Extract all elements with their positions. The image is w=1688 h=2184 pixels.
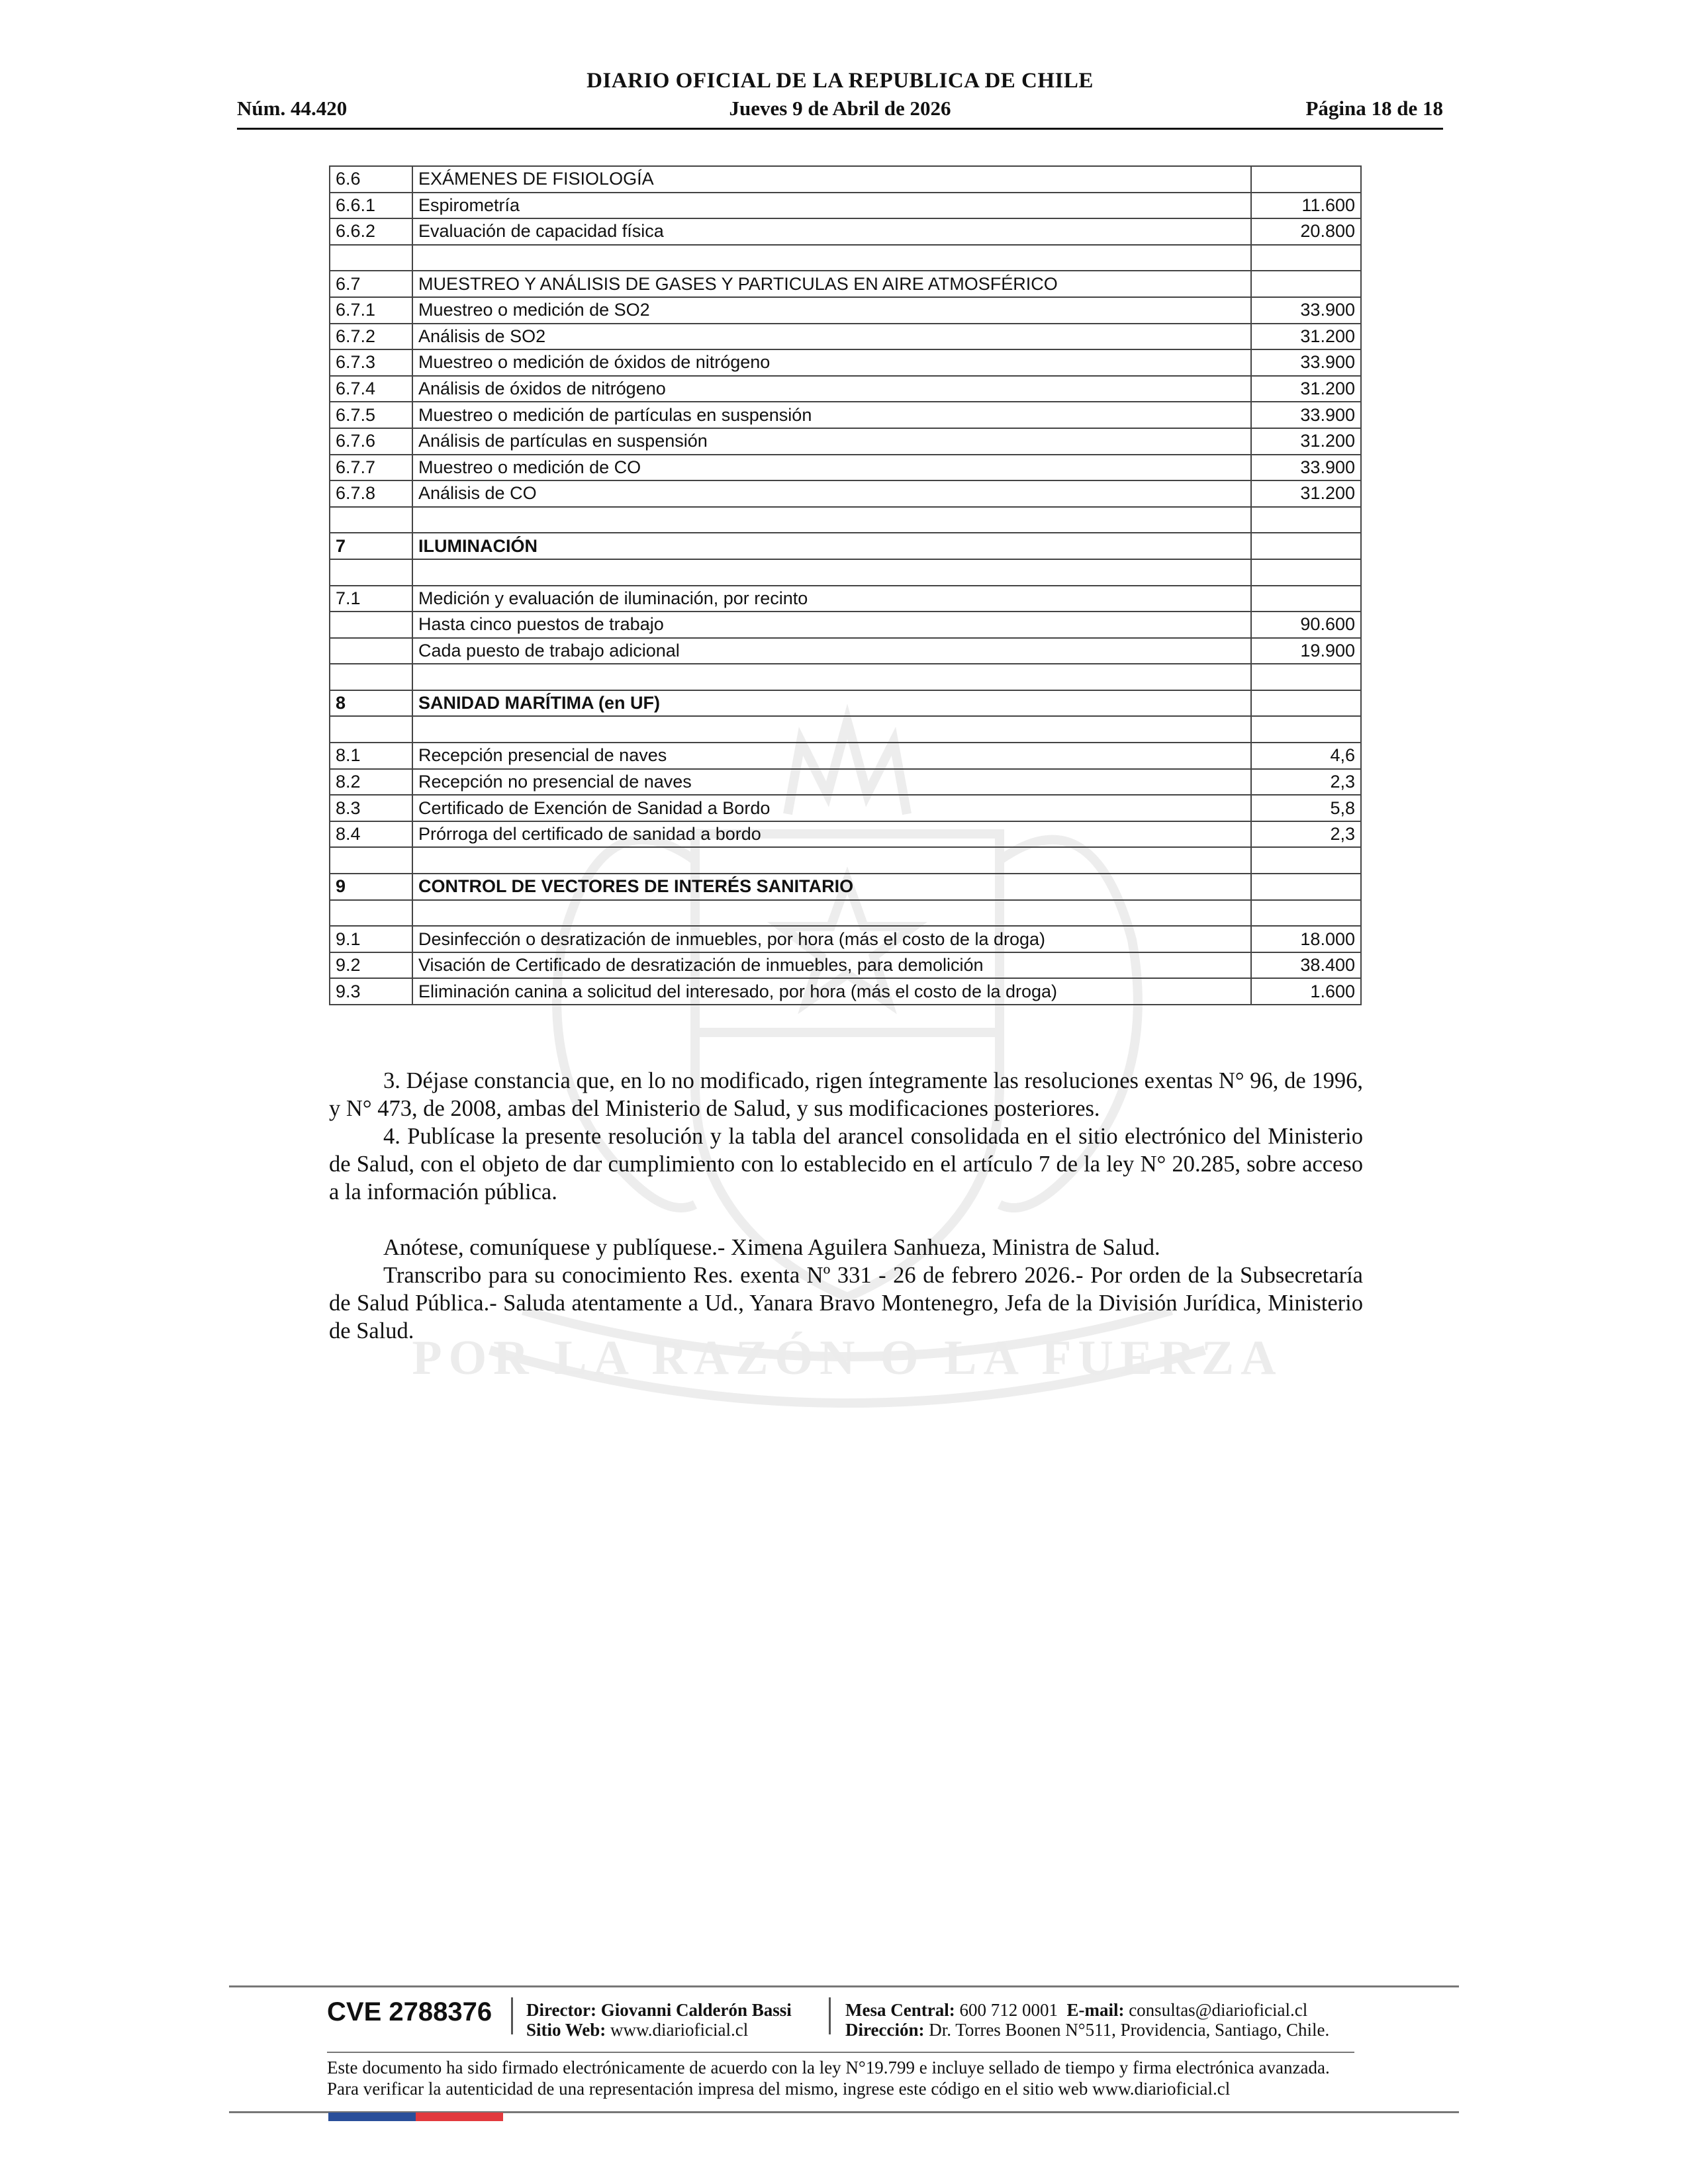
item-description: Eliminación canina a solicitud del interesado, por hora (más el costo de la droga): [412, 978, 1251, 1005]
item-description: Medición y evaluación de iluminación, por recinto: [412, 586, 1251, 612]
table-row: [330, 245, 1361, 271]
item-description: ILUMINACIÓN: [412, 533, 1251, 559]
flag-bar-blue: [328, 2113, 416, 2121]
item-code: 6.6: [330, 166, 412, 193]
item-value: 2,3: [1251, 821, 1361, 848]
table-row: [330, 559, 1361, 586]
item-value: [1251, 533, 1361, 559]
item-value: 33.900: [1251, 297, 1361, 324]
footer-contact-block: [845, 2000, 1329, 2040]
item-value: [1251, 559, 1361, 586]
item-code: [330, 612, 412, 638]
table-row: [330, 900, 1361, 927]
table-row: [330, 166, 1361, 193]
item-description: Recepción no presencial de naves: [412, 769, 1251, 796]
item-code: 9.2: [330, 952, 412, 979]
table-row: [330, 218, 1361, 245]
newspaper-title: DIARIO OFICIAL DE LA REPUBLICA DE CHILE: [586, 69, 1094, 93]
site-link[interactable]: www.diarioficial.cl: [610, 2020, 749, 2040]
item-description: [412, 559, 1251, 586]
item-description: Espirometría: [412, 193, 1251, 219]
item-description: EXÁMENES DE FISIOLOGÍA: [412, 166, 1251, 193]
table-row: [330, 821, 1361, 848]
header-meta-row: [237, 97, 1443, 123]
item-code: 9.1: [330, 926, 412, 952]
item-value: 33.900: [1251, 402, 1361, 428]
item-description: [412, 664, 1251, 690]
address-value: Dr. Torres Boonen N°511, Providencia, Santiago, Chile.: [929, 2020, 1330, 2040]
item-code: 7: [330, 533, 412, 559]
item-value: 33.900: [1251, 349, 1361, 376]
table-row: [330, 638, 1361, 664]
item-description: Hasta cinco puestos de trabajo: [412, 612, 1251, 638]
item-description: Visación de Certificado de desratización de inmuebles, para demolición: [412, 952, 1251, 979]
item-code: [330, 559, 412, 586]
table-row: [330, 769, 1361, 796]
table-row: [330, 690, 1361, 717]
item-value: 2,3: [1251, 769, 1361, 796]
page-header: [237, 69, 1443, 135]
item-description: Análisis de partículas en suspensión: [412, 428, 1251, 455]
item-code: [330, 716, 412, 743]
table-row: [330, 847, 1361, 874]
table-row: [330, 612, 1361, 638]
cve-code: CVE 2788376: [327, 1997, 492, 2026]
footer-separator: [511, 1997, 513, 2034]
table-row: [330, 533, 1361, 559]
table-row: [330, 874, 1361, 900]
item-description: [412, 716, 1251, 743]
page-indicator: Página 18 de 18: [1305, 97, 1443, 120]
item-code: 9: [330, 874, 412, 900]
item-value: [1251, 245, 1361, 271]
email-link[interactable]: consultas@diarioficial.cl: [1129, 2000, 1308, 2020]
item-value: 4,6: [1251, 743, 1361, 769]
table-row: [330, 716, 1361, 743]
item-value: [1251, 586, 1361, 612]
table-row: [330, 952, 1361, 979]
site-label: Sitio Web:: [526, 2020, 606, 2040]
table-row: [330, 743, 1361, 769]
item-description: Desinfección o desratización de inmuebles, por hora (más el costo de la droga): [412, 926, 1251, 952]
item-description: Recepción presencial de naves: [412, 743, 1251, 769]
item-description: Prórroga del certificado de sanidad a bordo: [412, 821, 1251, 848]
item-value: 31.200: [1251, 376, 1361, 402]
item-code: 8.1: [330, 743, 412, 769]
item-code: 8: [330, 690, 412, 717]
item-description: Certificado de Exención de Sanidad a Bordo: [412, 795, 1251, 821]
item-value: 20.800: [1251, 218, 1361, 245]
item-description: Muestreo o medición de óxidos de nitrógeno: [412, 349, 1251, 376]
item-code: 6.7.1: [330, 297, 412, 324]
item-description: Muestreo o medición de SO2: [412, 297, 1251, 324]
item-description: [412, 900, 1251, 927]
item-code: 6.7.7: [330, 455, 412, 481]
closing-paragraph: Anótese, comuníquese y publíquese.- Ximena Aguilera Sanhueza, Ministra de Salud.: [383, 1235, 1160, 1260]
footer-divider-mid: [327, 2052, 1354, 2053]
item-value: [1251, 664, 1361, 690]
item-code: [330, 847, 412, 874]
item-description: Análisis de CO: [412, 480, 1251, 507]
item-value: [1251, 507, 1361, 533]
item-code: 6.7.2: [330, 324, 412, 350]
item-value: 90.600: [1251, 612, 1361, 638]
item-code: 9.3: [330, 978, 412, 1005]
item-description: CONTROL DE VECTORES DE INTERÉS SANITARIO: [412, 874, 1251, 900]
address-label: Dirección:: [845, 2020, 925, 2040]
item-description: Análisis de óxidos de nitrógeno: [412, 376, 1251, 402]
phone-label: Mesa Central:: [845, 2000, 955, 2020]
item-value: 33.900: [1251, 455, 1361, 481]
item-value: [1251, 271, 1361, 297]
footer-director-block: [526, 2000, 792, 2040]
item-value: [1251, 874, 1361, 900]
item-code: 6.6.2: [330, 218, 412, 245]
item-code: 8.2: [330, 769, 412, 796]
item-code: [330, 900, 412, 927]
table-row: [330, 402, 1361, 428]
table-row: [330, 193, 1361, 219]
email-label: E-mail:: [1066, 2000, 1125, 2020]
item-value: [1251, 716, 1361, 743]
item-code: 6.7.5: [330, 402, 412, 428]
item-code: 6.7.6: [330, 428, 412, 455]
paragraph-3: 3. Déjase constancia que, en lo no modificado, rigen íntegramente las resoluciones exentas N° 96, de 1996, y N° 473, de 2008, ambas del Ministerio de Salud, y sus modificaciones posteriores.: [329, 1068, 1363, 1121]
table-row: [330, 428, 1361, 455]
director-label: Director:: [526, 2000, 596, 2020]
table-row: [330, 664, 1361, 690]
footer-separator: [829, 1997, 831, 2034]
item-value: 31.200: [1251, 428, 1361, 455]
table-row: [330, 926, 1361, 952]
item-value: [1251, 690, 1361, 717]
item-value: 31.200: [1251, 324, 1361, 350]
item-code: [330, 507, 412, 533]
item-description: Análisis de SO2: [412, 324, 1251, 350]
issue-date: Jueves 9 de Abril de 2026: [729, 97, 951, 120]
item-description: SANIDAD MARÍTIMA (en UF): [412, 690, 1251, 717]
item-value: [1251, 900, 1361, 927]
table-row: [330, 324, 1361, 350]
table-row: [330, 271, 1361, 297]
item-description: [412, 245, 1251, 271]
item-description: [412, 847, 1251, 874]
item-code: 6.7.3: [330, 349, 412, 376]
item-code: 6.7: [330, 271, 412, 297]
item-description: MUESTREO Y ANÁLISIS DE GASES Y PARTICULAS EN AIRE ATMOSFÉRICO: [412, 271, 1251, 297]
item-code: [330, 245, 412, 271]
table-row: [330, 297, 1361, 324]
item-description: Evaluación de capacidad física: [412, 218, 1251, 245]
legal-notice: Este documento ha sido firmado electrónicamente de acuerdo con la ley N°19.799 e incluye sellado de tiempo y firma electrónica avanzada. Para verificar la autenticidad de una representación impresa del mismo, ingrese este código en el sitio web www.diarioficial.cl: [327, 2058, 1330, 2099]
phone-value: 600 712 0001: [959, 2000, 1058, 2020]
item-value: [1251, 847, 1361, 874]
item-code: 7.1: [330, 586, 412, 612]
issue-number: Núm. 44.420: [237, 97, 348, 120]
watermark-motto: POR LA RAZÓN O LA FUERZA: [412, 1331, 1283, 1385]
item-value: 19.900: [1251, 638, 1361, 664]
tariff-table: [329, 165, 1362, 1005]
table-row: [330, 480, 1361, 507]
table-row: [330, 349, 1361, 376]
table-row: [330, 376, 1361, 402]
resolution-body: [329, 1067, 1363, 1345]
item-code: 6.7.8: [330, 480, 412, 507]
table-row: [330, 978, 1361, 1005]
item-code: 8.3: [330, 795, 412, 821]
item-code: 8.4: [330, 821, 412, 848]
table-row: [330, 507, 1361, 533]
item-code: [330, 664, 412, 690]
item-description: Cada puesto de trabajo adicional: [412, 638, 1251, 664]
item-value: [1251, 166, 1361, 193]
item-code: [330, 638, 412, 664]
item-description: [412, 507, 1251, 533]
table-row: [330, 586, 1361, 612]
flag-bar-red: [416, 2113, 503, 2121]
item-code: 6.7.4: [330, 376, 412, 402]
item-code: 6.6.1: [330, 193, 412, 219]
director-value: Giovanni Calderón Bassi: [600, 2000, 792, 2020]
table-row: [330, 455, 1361, 481]
footer-divider-top: [229, 1985, 1459, 1987]
item-value: 11.600: [1251, 193, 1361, 219]
item-value: 31.200: [1251, 480, 1361, 507]
item-value: 18.000: [1251, 926, 1361, 952]
paragraph-4: 4. Publícase la presente resolución y la tabla del arancel consolidada en el sitio electrónico del Ministerio de Salud, con el objeto de dar cumplimiento con lo establecido en el artículo 7 de la ley N° 20.285, sobre acceso a la información pública.: [329, 1124, 1363, 1205]
header-divider: [237, 128, 1443, 130]
item-description: Muestreo o medición de CO: [412, 455, 1251, 481]
item-value: 5,8: [1251, 795, 1361, 821]
item-value: 1.600: [1251, 978, 1361, 1005]
table-row: [330, 795, 1361, 821]
item-value: 38.400: [1251, 952, 1361, 979]
transcription-paragraph: Transcribo para su conocimiento Res. exenta Nº 331 - 26 de febrero 2026.- Por orden de la Subsecretaría de Salud Pública.- Saluda atentamente a Ud., Yanara Bravo Montenegro, Jefa de la División Jurídica, Ministerio de Salud.: [329, 1263, 1363, 1343]
item-description: Muestreo o medición de partículas en suspensión: [412, 402, 1251, 428]
